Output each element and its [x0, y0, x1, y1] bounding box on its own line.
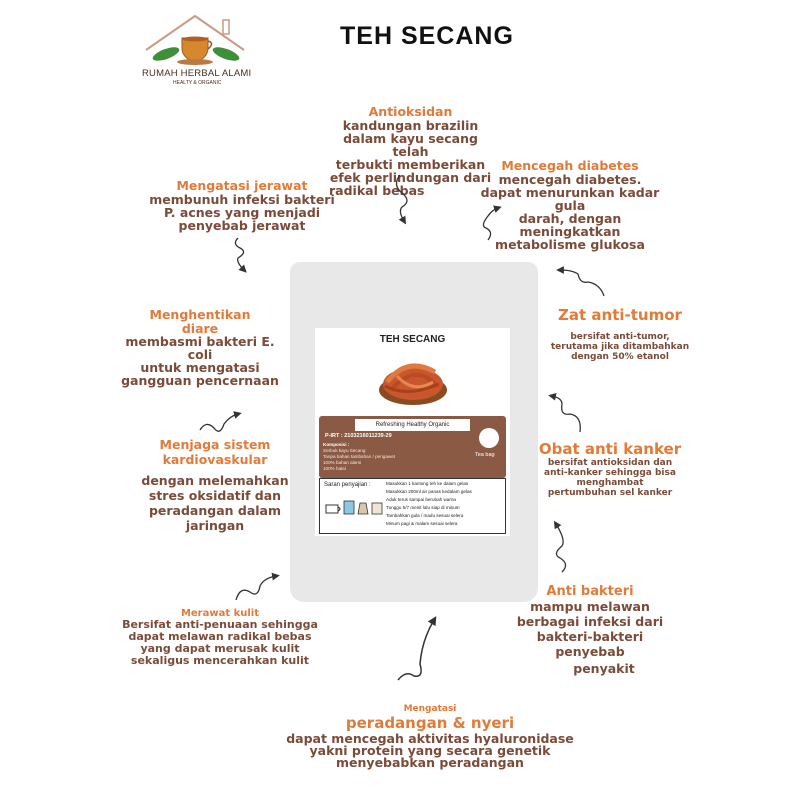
- benefit-line: dengan melemahkan: [141, 473, 289, 488]
- benefit-line: meningkatkan: [519, 224, 621, 239]
- benefit-line: Bersifat anti-penuaan sehingga: [122, 618, 318, 631]
- page-title: TEH SECANG: [340, 22, 514, 50]
- saran-title: Saran penyajian :: [324, 482, 371, 488]
- saran-step: Minum pagi & malam sesuai selera: [386, 521, 458, 526]
- benefit-heading: diare: [181, 321, 219, 336]
- package-title: TEH SECANG: [379, 334, 446, 345]
- benefit-line: coli: [187, 347, 213, 362]
- benefit-line: dapat menurunkan kadar: [480, 185, 660, 200]
- benefit-line: mencegah diabetes.: [498, 172, 642, 187]
- benefit-line: kandungan brazilin: [342, 118, 479, 133]
- saran-step: Aduk terus sampai berubah warna: [386, 497, 456, 502]
- benefit-line: terutama jika ditambahkan: [550, 342, 690, 352]
- curvy-arrow-icon: [200, 414, 238, 431]
- curvy-arrow-icon: [396, 175, 407, 221]
- curvy-arrow-icon: [556, 524, 566, 572]
- benefit-line: peradangan dalam: [148, 503, 282, 518]
- benefit-heading: Mencegah diabetes: [501, 158, 639, 173]
- benefit-line: anti-kanker sehingga bisa: [544, 468, 676, 478]
- product-label: [315, 328, 510, 536]
- benefit-line: mampu melawan: [530, 599, 650, 614]
- benefit-heading: Anti bakteri: [546, 584, 634, 599]
- tagline-banner: Refreshing Healthy Organic: [355, 419, 470, 431]
- benefit-pre: Mengatasi: [403, 704, 457, 714]
- benefit-line: dapat melawan radikal bebas: [128, 630, 312, 643]
- komposisi-item: 100% halal: [323, 466, 346, 471]
- benefit-heading: Menghentikan: [149, 307, 251, 322]
- benefit-heading: Obat anti kanker: [538, 440, 682, 458]
- benefit-line: berbagai infeksi dari: [516, 614, 664, 629]
- saran-step: Tunggu 5/7 menit lalu siap di minum: [386, 505, 460, 510]
- benefit-line: menyebabkan peradangan: [336, 755, 524, 770]
- benefit-line: bersifat anti-tumor,: [570, 332, 670, 342]
- teabag-circle-icon: [479, 428, 499, 448]
- benefit-line: bersifat antioksidan dan: [547, 458, 673, 468]
- benefit-heading: peradangan & nyeri: [345, 714, 515, 732]
- pirt-number: P-IRT : 2103216011239-29: [325, 433, 392, 439]
- saran-step: Tambahkan gula / madu sesuai selera: [386, 513, 464, 518]
- benefit-heading: Zat anti-tumor: [558, 306, 682, 324]
- logo-tagline: HEALTY & ORGANIC: [173, 80, 222, 86]
- benefit-heading: Merawat kulit: [180, 608, 260, 619]
- benefit-line: gangguan pencernaan: [121, 373, 279, 388]
- benefit-line: darah, dengan: [518, 211, 622, 226]
- benefit-line: penyakit: [573, 661, 635, 676]
- benefit-line: penyebab: [555, 644, 625, 659]
- brewing-steps-icon: [324, 493, 384, 515]
- komposisi-item: Serbuk kayu Secang: [323, 448, 366, 453]
- saran-panel: [319, 478, 506, 534]
- saran-step: Masukkan 200ml air panas kedalam gelas: [386, 489, 472, 494]
- benefit-line: dengan 50% etanol: [571, 352, 669, 362]
- benefit-line: gula: [554, 198, 586, 213]
- benefit-line: penyebab jerawat: [178, 218, 306, 233]
- benefit-line: yakni protein yang secara genetik: [309, 743, 551, 758]
- benefit-line: untuk mengatasi: [140, 360, 260, 375]
- benefit-line: efek perlindungan dari: [329, 170, 492, 185]
- curvy-arrow-icon: [398, 620, 434, 680]
- curvy-arrow-icon: [560, 270, 604, 296]
- komposisi-title: Komposisi :: [323, 442, 350, 447]
- benefit-line: membunuh infeksi bakteri: [149, 192, 335, 207]
- secang-wood-bowl-image: [373, 350, 453, 414]
- curvy-arrow-icon: [552, 396, 580, 432]
- benefit-line: bakteri-bakteri: [536, 629, 644, 644]
- benefit-line: yang dapat merusak kulit: [140, 642, 300, 655]
- teabag-label: Tea bag: [475, 452, 495, 458]
- curvy-arrow-icon: [483, 208, 498, 240]
- benefit-line: terbukti memberikan: [335, 157, 486, 172]
- komposisi-item: 100% bahan alami: [323, 460, 362, 465]
- benefit-line: dapat mencegah aktivitas hyaluronidase: [286, 731, 574, 746]
- benefit-heading: Mengatasi jerawat: [176, 178, 308, 193]
- benefit-line: stres oksidatif dan: [148, 488, 282, 503]
- benefit-line: radikal bebas: [329, 183, 425, 198]
- saran-step: Masukkan 1 kantong teh ke dalam gelas: [386, 481, 469, 486]
- benefit-line: jaringan: [185, 518, 245, 533]
- benefit-line: P. acnes yang menjadi: [163, 205, 321, 220]
- benefit-line: menghambat: [576, 478, 644, 488]
- logo-name: RUMAH HERBAL ALAMI: [142, 68, 252, 79]
- benefit-line: pertumbuhan sel kanker: [547, 488, 673, 498]
- curvy-arrow-icon: [236, 576, 276, 600]
- benefit-line: metabolisme glukosa: [495, 237, 645, 252]
- benefit-line: dalam kayu secang telah: [343, 131, 478, 159]
- curvy-arrow-icon: [235, 238, 244, 270]
- benefit-heading: Menjaga sistem: [159, 437, 271, 452]
- benefit-heading: kardiovaskular: [162, 452, 268, 467]
- benefit-line: membasmi bakteri E.: [125, 334, 275, 349]
- benefit-heading: Antioksidan: [368, 104, 453, 119]
- komposisi-item: Tanpa bahan tambahan / pengawet: [323, 454, 396, 459]
- benefit-line: sekaligus mencerahkan kulit: [130, 654, 310, 667]
- info-panel: [319, 416, 506, 478]
